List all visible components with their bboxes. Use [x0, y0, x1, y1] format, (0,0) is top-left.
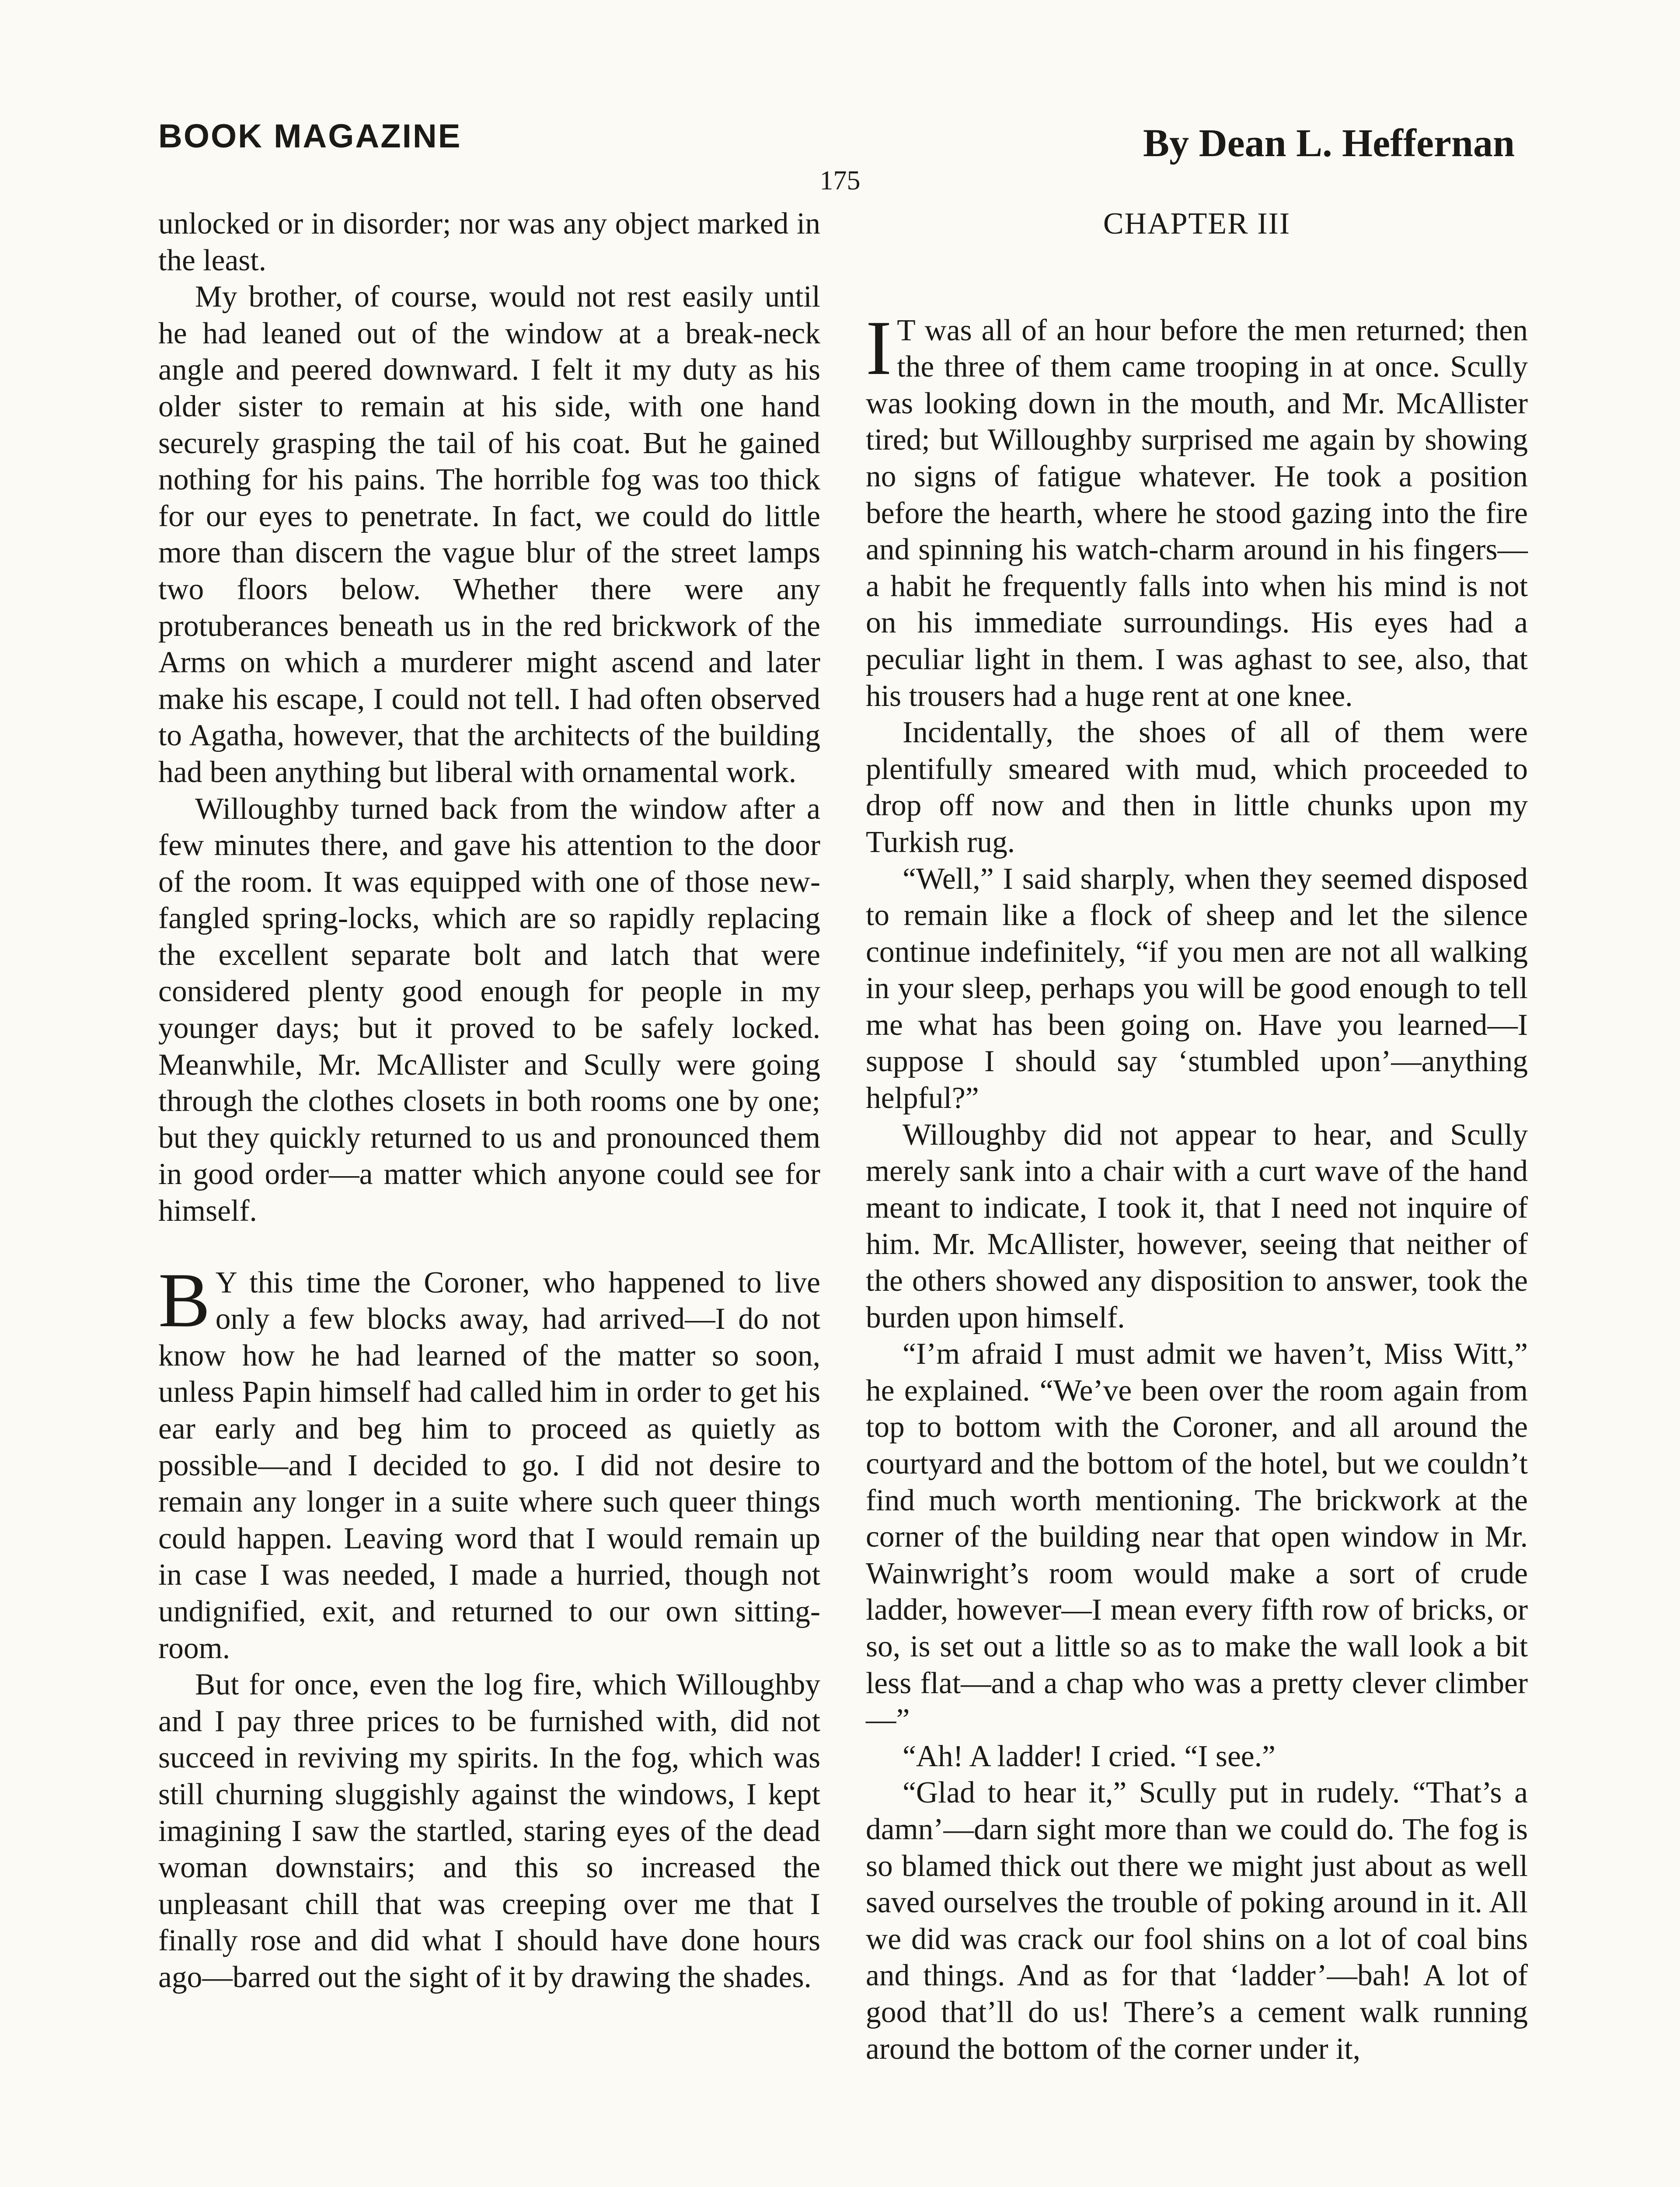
left-column	[158, 206, 820, 1996]
drop-cap: I	[866, 304, 892, 391]
paragraph-text: T was all of an hour before the men returned; then the three of them came trooping in at once. Scully was looking down in the mouth, and Mr. McAllister tired; but Willoughby surprised me again by showing no signs of fatigue whatever. He took a position before the hearth, where he stood gazing into the fire and spinning his watch-charm around in his fingers—a habit he frequently falls into when his mind is not on his immediate surroundings. His eyes had a peculiar light in them. I was aghast to see, also, that his trousers had a huge rent at one knee.	[866, 313, 1528, 713]
paragraph: But for once, even the log fire, which Willoughby and I pay three prices to be furnished with, did not succeed in reviving my spirits. In the fog, which was still churning sluggishly against the windows, I kept imagining I saw the startled, staring eyes of the dead woman downstairs; and this so increased the unpleasant chill that was creeping over me that I finally rose and did what I should have done hours ago—barred out the sight of it by drawing the shades.	[158, 1668, 820, 1994]
paragraph: Willoughby turned back from the window after a few minutes there, and gave his attention to the door of the room. It was equipped with one of those new-fangled spring-locks, which are so rapidly replacing the excellent separate bolt and latch that were considered plenty good enough for people in my younger days; but it proved to be safely locked. Meanwhile, Mr. McAllister and Scully were going through the clothes closets in both rooms one by one; but they quickly returned to us and pronounced them in good order—a matter which anyone could see for himself.	[158, 792, 820, 1228]
chapter-opening-paragraph	[866, 304, 1528, 715]
paragraph: My brother, of course, would not rest easily until he had leaned out of the window at a break-neck angle and peered downward. I felt it my duty as his older sister to remain at his side, with one hand securely grasping the tail of his coat. But he gained nothing for his pains. The horrible fog was too thick for our eyes to penetrate. In fact, we could do little more than discern the vague blur of the street lamps two floors below. Whether there were any protuberances beneath us in the red brickwork of the Arms on which a murderer might ascend and later make his escape, I could not tell. I had often observed to Agatha, however, that the architects of the building had been anything but liberal with ornamental work.	[158, 280, 820, 789]
paragraph: “Ah! A ladder! I cried. “I see.”	[903, 1739, 1276, 1773]
paragraph: “Well,” I said sharply, when they seemed disposed to remain like a flock of sheep and let the silence continue indefinitely, “if you men are not all walking in your sleep, perhaps you will be good enough to tell me what has been going on. Have you learned—I suppose I should say ‘stumbled upon’—anything helpful?”	[866, 862, 1528, 1115]
paragraph-text: Y this time the Coroner, who happened to live only a few blocks away, had arrived—I do not know how he had learned of the matter so soon, unless Papin himself had called him in order to get his ear early and beg him to proceed as quietly as possible—and I decided to go. I did not desire to remain any longer in a suite where such queer things could happen. Leaving word that I would remain up in case I was needed, I made a hurried, though not undignified, exit, and returned to our own sitting-room.	[158, 1265, 820, 1665]
page-number: 175	[819, 166, 861, 196]
paragraph: “Glad to hear it,” Scully put in rudely. “That’s a damn’—darn sight more than we could do. The fog is so blamed thick out there we might just about as well saved ourselves the trouble of poking around in it. All we did was crack our fool shins on a lot of coal bins and things. And as for that ‘ladder’—bah! A lot of good that’ll do us! There’s a cement walk running around the bottom of the corner under it,	[866, 1776, 1528, 2066]
author-byline: By Dean L. Heffernan	[1143, 122, 1515, 165]
chapter-title: CHAPTER III	[1103, 207, 1291, 241]
paragraph: Incidentally, the shoes of all of them were plentifully smeared with mud, which proceeded to drop off now and then in little chunks upon my Turkish rug.	[866, 716, 1528, 859]
paragraph: “I’m afraid I must admit we haven’t, Miss Witt,” he explained. “We’ve been over the room again from top to bottom with the Coroner, and all around the courtyard and the bottom of the hotel, but we couldn’t find much worth mentioning. The brickwork at the corner of the building near that open window in Mr. Wainwright’s room would make a sort of crude ladder, however—I mean every fifth row of bricks, or so, is set out a little so as to make the wall look a bit less flat—and a chap who was a pretty clever climber—”	[866, 1337, 1528, 1737]
paragraph: Willoughby did not appear to hear, and Scully merely sank into a chair with a curt wave of the hand meant to indicate, I took it, that I need not inquire of him. Mr. McAllister, however, seeing that neither of the others showed any disposition to answer, took the burden upon himself.	[866, 1118, 1528, 1335]
right-column	[866, 206, 1528, 2067]
section-opening-paragraph	[158, 1256, 820, 1667]
publication-name: BOOK MAGAZINE	[158, 118, 462, 155]
paragraph: unlocked or in disorder; nor was any object marked in the least.	[158, 207, 820, 277]
drop-cap: B	[158, 1256, 210, 1343]
